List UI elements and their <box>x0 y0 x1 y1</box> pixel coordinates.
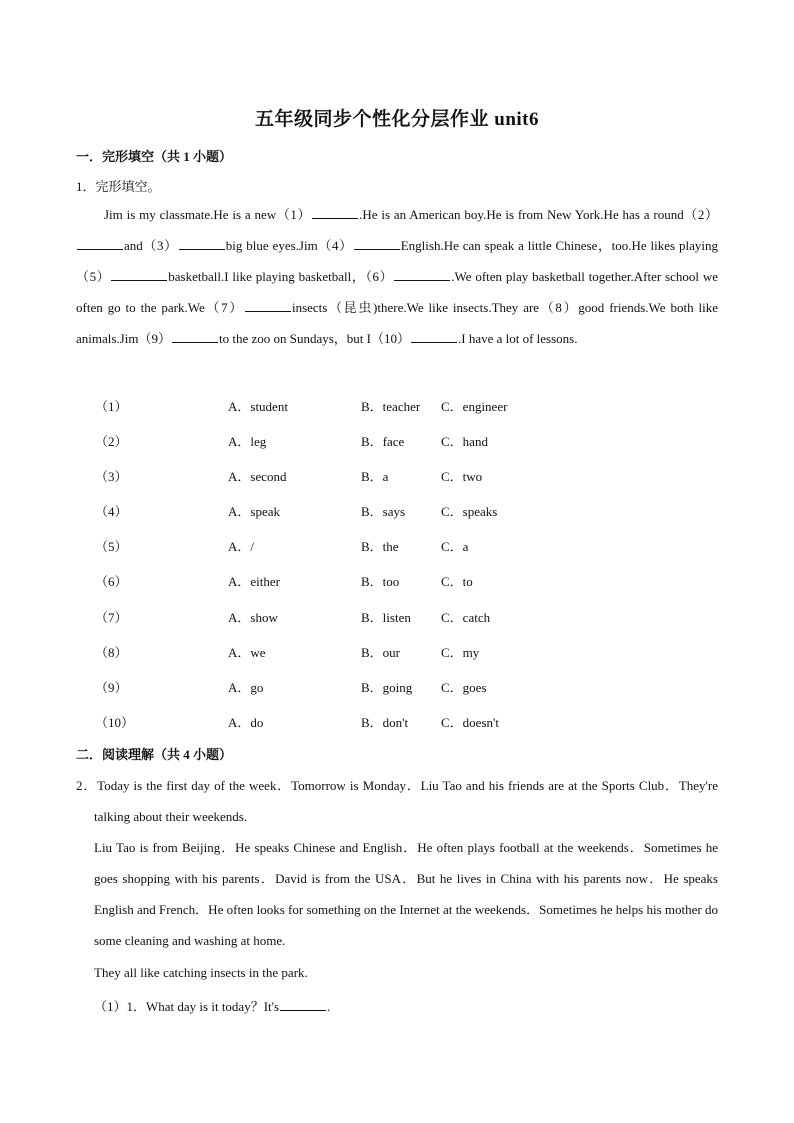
option-c[interactable]: C．catch <box>441 610 491 625</box>
question-2-intro: 2．Today is the first day of the week．Tomorrow is Monday．Liu Tao and his friends are at the Sports Club．They're talking about their weekends. <box>76 778 718 824</box>
passage-text: .I have a lot of lessons. <box>457 331 578 346</box>
answer-blank-3[interactable] <box>179 238 225 250</box>
option-a[interactable]: A．second <box>228 469 287 484</box>
option-c[interactable]: C．speaks <box>441 504 498 519</box>
option-row <box>0 571 794 591</box>
section-heading-cloze: 一．完形填空（共 1 小题） <box>76 149 233 164</box>
option-b[interactable]: B．listen <box>361 610 411 625</box>
option-c[interactable]: C．two <box>441 469 483 484</box>
option-row <box>0 431 794 451</box>
option-row <box>0 501 794 521</box>
answer-blank-7[interactable] <box>245 300 291 312</box>
option-b[interactable]: B．says <box>361 504 406 519</box>
option-row <box>0 642 794 662</box>
option-a[interactable]: A．speak <box>228 504 280 519</box>
option-number: （4） <box>95 504 128 519</box>
answer-blank-6[interactable] <box>394 269 450 281</box>
answer-blank-10[interactable] <box>411 331 457 343</box>
option-a[interactable]: A．do <box>228 715 264 730</box>
answer-blank-2[interactable] <box>77 238 123 250</box>
cloze-passage <box>76 199 718 354</box>
option-b[interactable]: B．don't <box>361 715 409 730</box>
option-row <box>0 396 794 416</box>
option-row <box>0 712 794 732</box>
option-b[interactable]: B．going <box>361 680 413 695</box>
option-number: （6） <box>95 574 128 589</box>
option-number: （7） <box>95 610 128 625</box>
option-c[interactable]: C．my <box>441 645 480 660</box>
option-c[interactable]: C．doesn't <box>441 715 499 730</box>
section-heading-reading: 二．阅读理解（共 4 小题） <box>76 747 233 762</box>
answer-blank-sub-1[interactable] <box>280 999 326 1011</box>
answer-blank-5[interactable] <box>111 269 167 281</box>
option-number: （2） <box>95 434 128 449</box>
option-a[interactable]: A．either <box>228 574 280 589</box>
option-number: （1） <box>95 399 128 414</box>
sub-question-text: （1）1．What day is it today？It's <box>94 999 280 1014</box>
option-c[interactable]: C．engineer <box>441 399 508 414</box>
question-1-heading: 1．完形填空。 <box>76 179 161 194</box>
passage-text: basketball.I like playing basketball，（6） <box>168 269 394 284</box>
option-a[interactable]: A．/ <box>228 539 255 554</box>
option-a[interactable]: A．we <box>228 645 266 660</box>
option-number: （3） <box>95 469 128 484</box>
option-b[interactable]: B．a <box>361 469 389 484</box>
passage-text: .We often play basketball together.After school we often go to the park.We（7） <box>76 269 718 315</box>
option-row <box>0 607 794 627</box>
passage-text: .He is an American boy.He is from New York.He has a round（2） <box>359 207 718 222</box>
sub-question-1 <box>94 996 330 1015</box>
passage-text: and（3） <box>124 238 178 253</box>
sub-question-end: . <box>327 999 331 1014</box>
passage-text: to the zoo on Sundays，but I（10） <box>218 331 410 346</box>
option-a[interactable]: A．show <box>228 610 278 625</box>
page-title: 五年级同步个性化分层作业 unit6 <box>255 109 539 130</box>
passage-text: big blue eyes.Jim（4） <box>225 238 353 253</box>
option-number: （8） <box>95 645 128 660</box>
option-a[interactable]: A．go <box>228 680 264 695</box>
reading-paragraph: They all like catching insects in the park. <box>94 965 308 980</box>
passage-text: Jim is my classmate.He is a new（1） <box>104 207 312 222</box>
option-number: （10） <box>95 715 135 730</box>
option-row <box>0 677 794 697</box>
reading-paragraph: Liu Tao is from Beijing．He speaks Chinese and English．He often plays football at the weekends．Sometimes he goes shopping with his parents．David is from the USA．But he lives in China with his parents now．He speaks English and French．He often looks for something on the Internet at the weekends．Sometimes he helps his mother do some cleaning and washing at home. <box>94 840 718 948</box>
answer-blank-1[interactable] <box>312 207 358 219</box>
answer-blank-4[interactable] <box>354 238 400 250</box>
option-b[interactable]: B．face <box>361 434 405 449</box>
option-b[interactable]: B．too <box>361 574 400 589</box>
option-c[interactable]: C．goes <box>441 680 487 695</box>
option-row <box>0 536 794 556</box>
option-b[interactable]: B．the <box>361 539 399 554</box>
option-number: （9） <box>95 680 128 695</box>
option-row <box>0 466 794 486</box>
option-b[interactable]: B．teacher <box>361 399 421 414</box>
passage-text: insects（昆虫)there.We like insects.They are（8）good friends.We both like animals.Jim（9） <box>76 300 718 346</box>
option-c[interactable]: C．a <box>441 539 469 554</box>
passage-text: English.He can speak a little Chinese，too.He likes playing（5） <box>76 238 718 284</box>
option-b[interactable]: B．our <box>361 645 401 660</box>
option-c[interactable]: C．to <box>441 574 473 589</box>
option-a[interactable]: A．leg <box>228 434 267 449</box>
option-number: （5） <box>95 539 128 554</box>
option-a[interactable]: A．student <box>228 399 288 414</box>
option-c[interactable]: C．hand <box>441 434 488 449</box>
answer-blank-9[interactable] <box>172 331 218 343</box>
